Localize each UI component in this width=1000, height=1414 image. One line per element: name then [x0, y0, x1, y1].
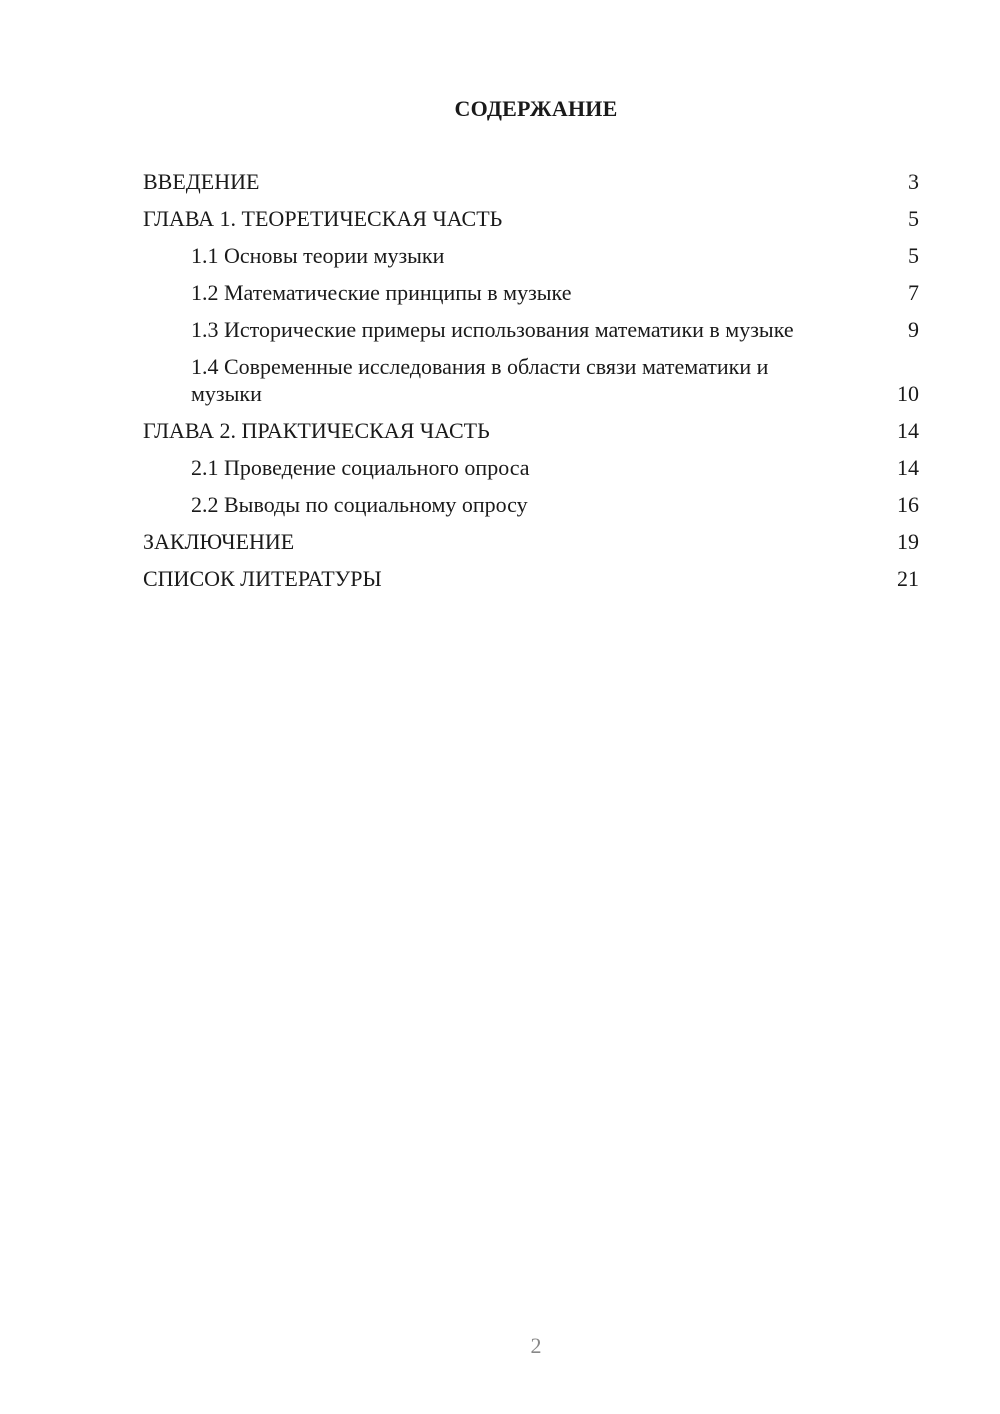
toc-entry-page: 10	[897, 381, 919, 406]
table-of-contents	[143, 168, 919, 602]
toc-entry-chapter-1[interactable]	[143, 205, 919, 232]
toc-entry-label: 1.3 Исторические примеры использования математики в музыке	[191, 317, 794, 342]
toc-entry-references[interactable]	[143, 565, 919, 592]
toc-entry-page: 5	[908, 243, 919, 268]
toc-entry-page: 21	[897, 566, 919, 591]
toc-entry-section-1-1[interactable]	[143, 242, 919, 269]
toc-entry-label: 1.4 Современные исследования в области связи математики и музыки	[191, 354, 769, 406]
toc-entry-page: 7	[908, 280, 919, 305]
toc-entry-page: 19	[897, 529, 919, 554]
toc-entry-section-1-3[interactable]	[143, 316, 919, 343]
toc-entry-label: ВВЕДЕНИЕ	[143, 169, 260, 194]
toc-entry-label: 1.1 Основы теории музыки	[191, 243, 445, 268]
toc-entry-introduction[interactable]	[143, 168, 919, 195]
toc-entry-section-1-2[interactable]	[143, 279, 919, 306]
toc-entry-section-1-4[interactable]	[143, 353, 919, 407]
toc-entry-section-2-1[interactable]	[143, 454, 919, 481]
toc-entry-label: СПИСОК ЛИТЕРАТУРЫ	[143, 566, 382, 591]
toc-entry-label: 2.2 Выводы по социальному опросу	[191, 492, 528, 517]
toc-entry-page: 16	[897, 492, 919, 517]
toc-entry-page: 14	[897, 455, 919, 480]
toc-entry-label: 2.1 Проведение социального опроса	[191, 455, 530, 480]
toc-entry-label: 1.2 Математические принципы в музыке	[191, 280, 572, 305]
toc-entry-label: ГЛАВА 1. ТЕОРЕТИЧЕСКАЯ ЧАСТЬ	[143, 206, 503, 231]
toc-entry-label: ГЛАВА 2. ПРАКТИЧЕСКАЯ ЧАСТЬ	[143, 418, 490, 443]
toc-entry-page: 5	[908, 206, 919, 231]
toc-entry-page: 9	[908, 317, 919, 342]
toc-entry-page: 3	[908, 169, 919, 194]
page-number: 2	[530, 1333, 542, 1358]
toc-title: СОДЕРЖАНИЕ	[454, 96, 618, 121]
toc-entry-page: 14	[897, 418, 919, 443]
toc-entry-chapter-2[interactable]	[143, 417, 919, 444]
toc-entry-label: ЗАКЛЮЧЕНИЕ	[143, 529, 295, 554]
toc-entry-conclusion[interactable]	[143, 528, 919, 555]
toc-entry-section-2-2[interactable]	[143, 491, 919, 518]
